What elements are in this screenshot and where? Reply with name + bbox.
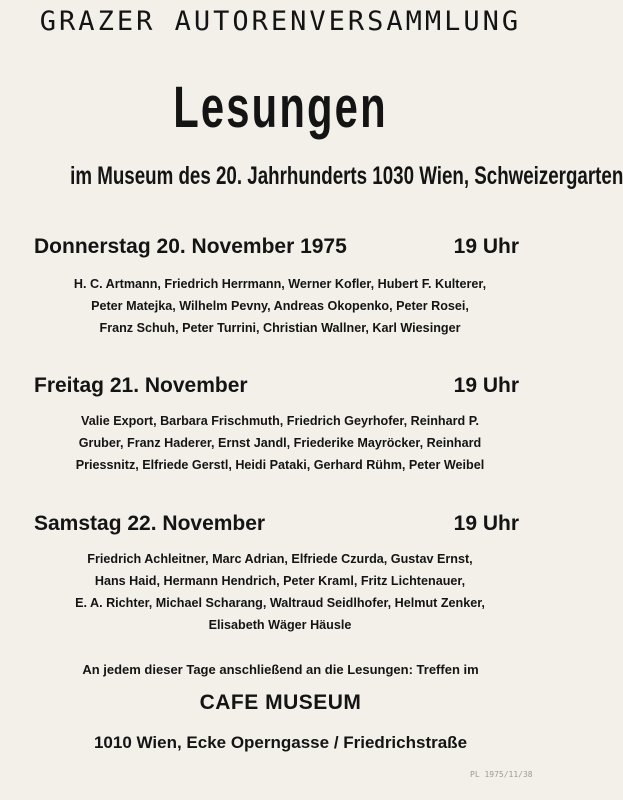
author-line: Friedrich Achleitner, Marc Adrian, Elfriede Czurda, Gustav Ernst, bbox=[87, 552, 473, 566]
author-list-thursday bbox=[30, 273, 530, 339]
day-time: 19 Uhr bbox=[453, 235, 519, 258]
cafe-address: 1010 Wien, Ecke Operngasse / Friedrichstraße bbox=[93, 733, 468, 752]
poster-title: Lesungen bbox=[173, 75, 388, 140]
day-time: 19 Uhr bbox=[453, 512, 519, 535]
author-line: Hans Haid, Hermann Hendrich, Peter Kraml, Fritz Lichtenauer, bbox=[94, 574, 466, 588]
venue-line: im Museum des 20. Jahrhunderts 1030 Wien, Schweizergarten bbox=[70, 162, 623, 190]
day-heading-thursday bbox=[34, 235, 519, 259]
author-line: Priessnitz, Elfriede Gerstl, Heidi Pataki, Gerhard Rühm, Peter Weibel bbox=[75, 458, 485, 472]
archive-mark: PL 1975/11/38 bbox=[470, 770, 533, 779]
author-line: Franz Schuh, Peter Turrini, Christian Wallner, Karl Wiesinger bbox=[99, 321, 461, 335]
author-list-saturday bbox=[30, 548, 530, 636]
author-line: E. A. Richter, Michael Scharang, Waltraud Seidlhofer, Helmut Zenker, bbox=[75, 596, 485, 610]
organizer-name: GRAZER AUTORENVERSAMMLUNG bbox=[39, 6, 522, 37]
day-date: Donnerstag 20. November 1975 bbox=[34, 235, 347, 258]
author-list-friday bbox=[30, 410, 530, 476]
author-line: Valie Export, Barbara Frischmuth, Friedrich Geyrhofer, Reinhard P. bbox=[81, 414, 479, 428]
day-heading-saturday bbox=[34, 512, 519, 536]
author-line: H. C. Artmann, Friedrich Herrmann, Werner Kofler, Hubert F. Kulterer, bbox=[73, 277, 487, 291]
author-line: Gruber, Franz Haderer, Ernst Jandl, Friederike Mayröcker, Reinhard bbox=[78, 436, 482, 450]
author-line: Peter Matejka, Wilhelm Pevny, Andreas Okopenko, Peter Rosei, bbox=[91, 299, 469, 313]
author-line: Elisabeth Wäger Häusle bbox=[208, 618, 352, 632]
meeting-note: An jedem dieser Tage anschließend an die Lesungen: Treffen im bbox=[82, 662, 479, 677]
day-date: Samstag 22. November bbox=[34, 512, 266, 535]
day-date: Freitag 21. November bbox=[34, 374, 248, 397]
cafe-name: CAFE MUSEUM bbox=[199, 691, 362, 714]
day-heading-friday bbox=[34, 374, 519, 398]
day-time: 19 Uhr bbox=[453, 374, 519, 397]
